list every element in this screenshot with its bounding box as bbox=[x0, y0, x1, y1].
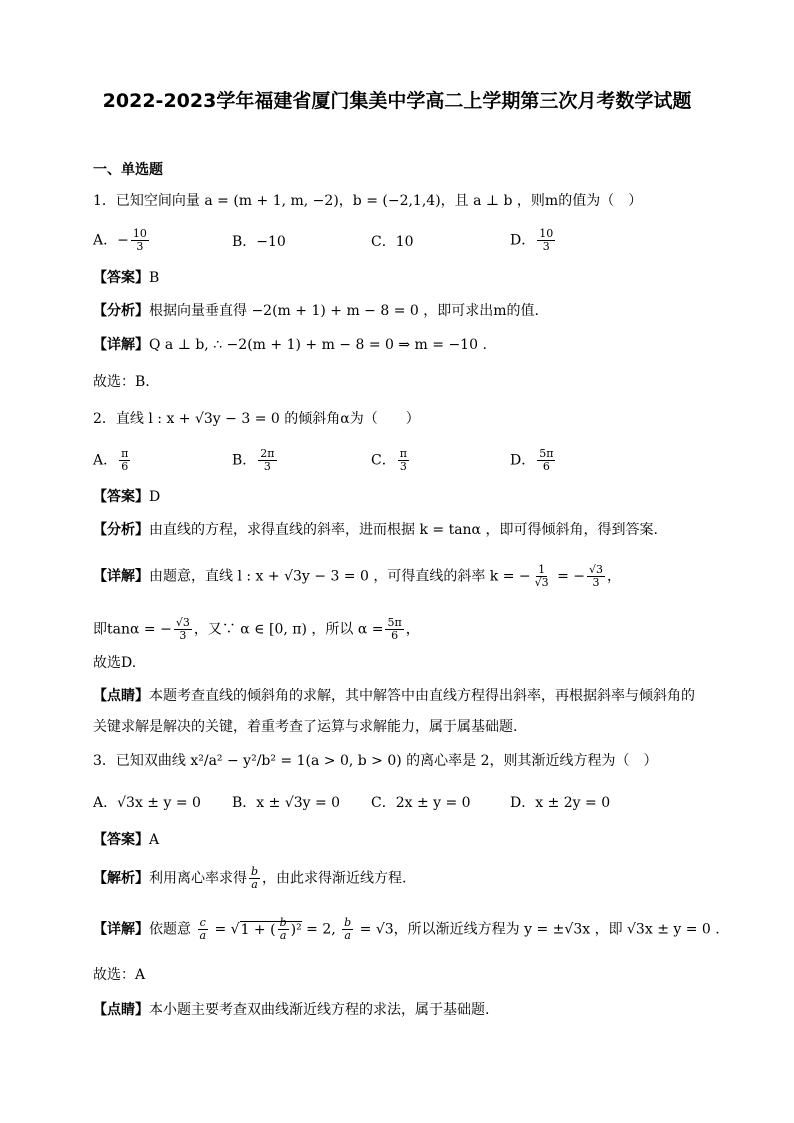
q2-comment: 【点睛】本题考查直线的倾斜角的求解，其中解答中由直线方程得出斜率，再根据斜率与倾斜角的 bbox=[93, 688, 695, 704]
q1-answer: 【答案】B bbox=[93, 270, 160, 286]
q3-stem: 3．已知双曲线 x²/a² − y²/b² = 1(a > 0, b > 0) 的离心率是 2，则其渐近线方程为（ ） bbox=[93, 753, 658, 769]
section-heading: 一、单选题 bbox=[93, 162, 163, 178]
q1-choice: 故选：B. bbox=[93, 374, 150, 390]
q3-option-b: B．x ± √3y = 0 bbox=[232, 795, 341, 811]
q2-option-d: D． $\frac{5\pi}{6}$ bbox=[510, 447, 554, 473]
q3-option-c: C．2x ± y = 0 bbox=[371, 795, 471, 811]
q1-stem: 1．已知空间向量 a = (m + 1, m, −2)，b = (−2,1,4)，且 a ⊥ b ，则m的值为（ ） bbox=[93, 193, 643, 209]
q1-option-a: A．− $\frac{10}{3}$ bbox=[93, 227, 147, 253]
q3-option-a: A．√3x ± y = 0 bbox=[93, 795, 201, 811]
q3-choice: 故选：A bbox=[93, 967, 146, 983]
q2-detail: 【详解】由题意，直线 l : x + √3y − 3 = 0 ，可得直线的斜率 k = − $\frac{1}{√3}$ = − $\frac{√3}{3}$ ， bbox=[93, 563, 622, 589]
q3-detail: 【详解】依题意 $\frac{c}{a}$ = √1 + ( $\frac{b}{a}$ )² = 2, $\frac{b}{a}$ = √3，所以渐近线方程为 y = ±√3x ，即 √3x ± y = 0 . bbox=[93, 916, 720, 942]
q3-analysis: 【解析】利用离心率求得 $\frac{b}{a}$ ，由此求得渐近线方程. bbox=[93, 865, 407, 891]
q1-option-b: B．−10 bbox=[232, 234, 286, 250]
q2-choice: 故选D. bbox=[93, 655, 137, 671]
q1-detail: 【详解】Q a ⊥ b, ∴ −2(m + 1) + m − 8 = 0 ⇒ m = −10 . bbox=[93, 337, 487, 353]
q2-analysis: 【分析】由直线的方程，求得直线的斜率，进而根据 k = tanα ，即可得倾斜角，得到答案. bbox=[93, 522, 658, 538]
q2-answer: 【答案】D bbox=[93, 489, 161, 505]
q1-option-c: C．10 bbox=[371, 234, 414, 250]
q1-option-d: D． $\frac{10}{3}$ bbox=[510, 227, 554, 253]
q3-answer: 【答案】A bbox=[93, 832, 160, 848]
q2-detail-cont: 即tanα = − $\frac{√3}{3}$ ，又∵ α ∈ [0, π) ，所以 α = $\frac{5\pi}{6}$ ， bbox=[93, 616, 420, 642]
q2-option-c: C． $\frac{\pi}{3}$ bbox=[371, 447, 407, 473]
q2-stem: 2．直线 l : x + √3y − 3 = 0 的倾斜角α为（ ） bbox=[93, 411, 420, 427]
q2-option-b: B． $\frac{2\pi}{3}$ bbox=[232, 447, 275, 473]
q3-option-d: D．x ± 2y = 0 bbox=[510, 795, 611, 811]
q2-option-a: A． $\frac{\pi}{6}$ bbox=[93, 447, 129, 473]
page-title: 2022-2023学年福建省厦门集美中学高二上学期第三次月考数学试题 bbox=[102, 90, 692, 112]
q3-comment: 【点睛】本小题主要考查双曲线渐近线方程的求法，属于基础题. bbox=[93, 1002, 490, 1018]
q2-comment-cont: 关键求解是解决的关键，着重考查了运算与求解能力，属于属基础题. bbox=[93, 719, 518, 735]
q1-analysis: 【分析】根据向量垂直得 −2(m + 1) + m − 8 = 0 ，即可求出m的值. bbox=[93, 303, 539, 319]
